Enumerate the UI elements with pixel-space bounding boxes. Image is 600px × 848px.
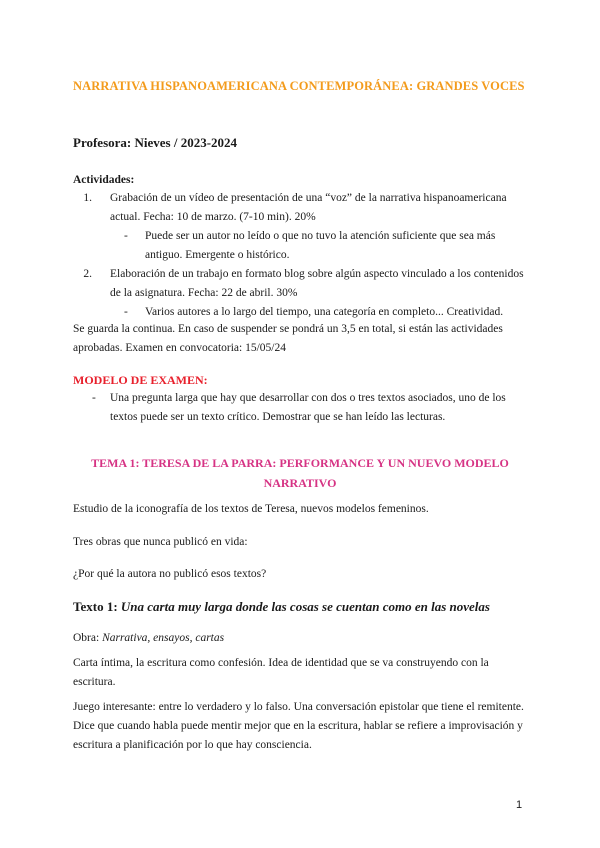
activity-text [110, 189, 538, 227]
activity-number: 1. [83, 192, 92, 204]
tema-line: NARRATIVO [263, 476, 337, 490]
bullet-dash: - [124, 230, 128, 242]
paragraph-line: escritura a planificación por lo que hay consciencia. [73, 739, 312, 751]
tema-heading [73, 453, 527, 493]
activity-subitem-1 [124, 227, 544, 265]
tema-line: TEMA 1: TERESA DE LA PARRA: PERFORMANCE Y UN NUEVO MODELO [91, 456, 509, 470]
exam-line: Una pregunta larga que hay que desarrollar con dos o tres textos asociados, uno de los [110, 392, 506, 404]
activity-item-1 [78, 189, 538, 227]
tres-obras-line: Tres obras que nunca publicó en vida: [73, 536, 248, 548]
subitem-line: Varios autores a lo largo del tiempo, una categoría en completo... Creatividad. [145, 306, 504, 318]
activity-text [110, 265, 538, 303]
activities-heading: Actividades: [73, 174, 135, 186]
activity-line: de la asignatura. Fecha: 22 de abril. 30% [110, 287, 298, 299]
exam-line: textos puede ser un texto crítico. Demostrar que se han leído las lecturas. [110, 411, 446, 423]
subitem-line: antiguo. Emergente o histórico. [145, 249, 290, 261]
carta-paragraph [73, 654, 553, 692]
obra-value: Narrativa, ensayos, cartas [102, 632, 225, 644]
activity-line: Grabación de un vídeo de presentación de una “voz” de la narrativa hispanoamericana [110, 192, 507, 204]
question-line: ¿Por qué la autora no publicó esos textos? [73, 568, 267, 580]
paragraph-line: Carta íntima, la escritura como confesión. Idea de identidad que se va construyendo con la [73, 657, 489, 669]
paragraph-line: Se guarda la continua. En caso de suspender se pondrá un 3,5 en total, si están las actividades [73, 323, 503, 335]
exam-item [92, 389, 552, 427]
bullet-dash: - [124, 306, 128, 318]
paragraph-line: Dice que cuando habla puede mentir mejor que en la escritura, hablar se refiere a improvisación y [73, 720, 523, 732]
paragraph-line: aprobadas. Examen en convocatoria: 15/05/24 [73, 342, 286, 354]
subitem-line: Puede ser un autor no leído o que no tuvo la atención suficiente que sea más [145, 230, 496, 242]
paragraph-line: escritura. [73, 676, 116, 688]
bullet-dash: - [92, 392, 96, 404]
obra-label: Obra: [73, 632, 103, 644]
texto1-title: Una carta muy larga donde las cosas se cuentan como en las novelas [120, 599, 490, 614]
activity-line: Elaboración de un trabajo en formato blog sobre algún aspecto vinculado a los contenidos [110, 268, 524, 280]
paragraph-line: Juego interesante: entre lo verdadero y lo falso. Una conversación epistolar que tiene el remitente. [73, 701, 524, 713]
obra-line [73, 629, 224, 648]
activity-line: actual. Fecha: 10 de marzo. (7-10 min). 20% [110, 211, 316, 223]
exam-heading: MODELO DE EXAMEN: [73, 373, 208, 387]
texto1-heading [73, 597, 553, 617]
document-title: NARRATIVA HISPANOAMERICANA CONTEMPORÁNEA: GRANDES VOCES [73, 79, 525, 93]
estudio-line: Estudio de la iconografía de los textos de Teresa, nuevos modelos femeninos. [73, 503, 429, 515]
page-number: 1 [516, 799, 523, 811]
activity-item-2 [78, 265, 538, 303]
professor-line: Profesora: Nieves / 2023-2024 [73, 135, 238, 150]
activity-number: 2. [83, 268, 92, 280]
continua-paragraph [73, 320, 553, 358]
juego-paragraph [73, 698, 563, 755]
texto1-label: Texto 1: [73, 599, 121, 614]
